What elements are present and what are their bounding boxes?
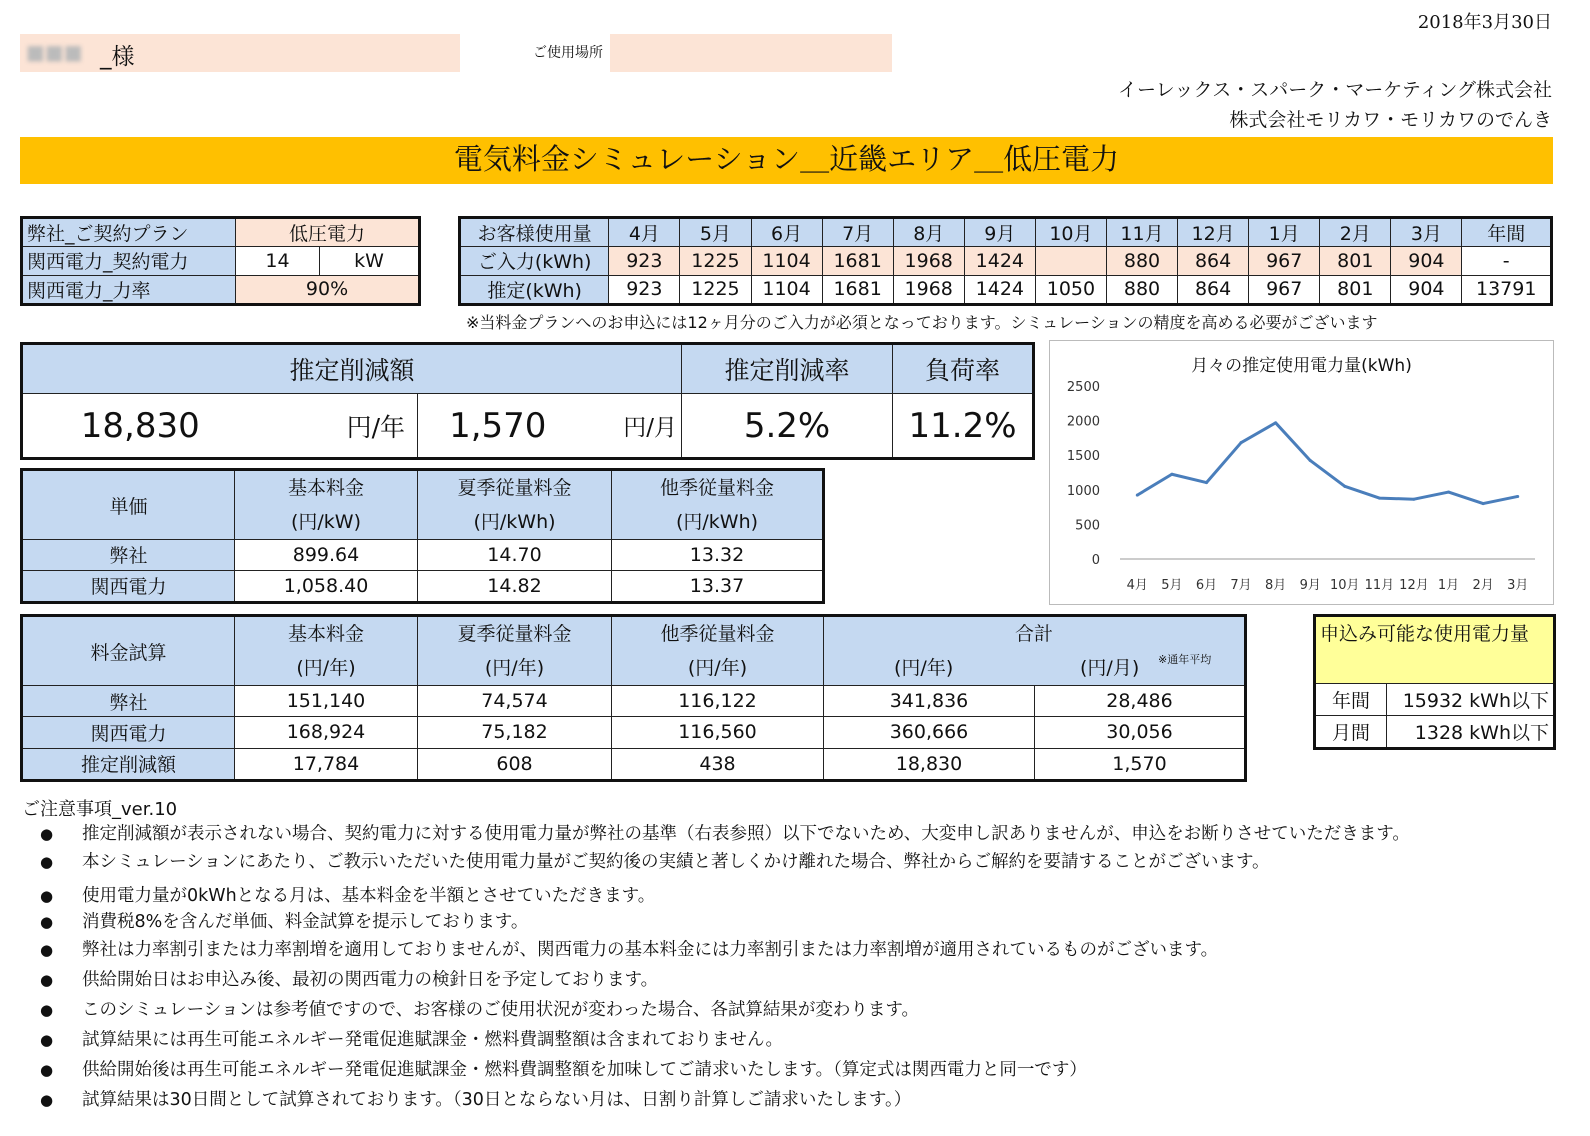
usage-limit-table (1313, 614, 1556, 750)
bullet-icon: ● (40, 1001, 54, 1019)
unit-price-other: 13.37 (612, 570, 824, 602)
calc-basic: 168,924 (235, 717, 418, 748)
monthly-savings-unit: 円/月 (578, 394, 682, 459)
note-text: 試算結果には再生可能エネルギー発電促進賦課金・燃料費調整額は含まれておりません。 (82, 1030, 784, 1050)
data-point (1274, 421, 1277, 424)
contract-power-label: 関西電力_契約電力 (22, 247, 236, 275)
bullet-icon: ● (40, 941, 54, 959)
usage-input-cell[interactable]: 1968 (893, 247, 964, 275)
company-line-2: 株式会社モリカワ・モリカワのでんき (1229, 109, 1552, 131)
y-tick-label: 0 (1091, 553, 1100, 568)
calc-summer-title: 夏季従量料金 (457, 623, 572, 645)
usage-chart (1049, 340, 1554, 605)
usage-estimate-cell: 1681 (822, 275, 893, 304)
usage-estimate-cell: 967 (1249, 275, 1320, 304)
usage-estimate-cell: 13791 (1462, 275, 1552, 304)
summary-header-load: 負荷率 (893, 344, 1034, 394)
usage-estimate-cell: 1225 (680, 275, 751, 304)
fee-calc-label: 料金試算 (22, 616, 235, 686)
usage-note: ※当料金プランへのお申込には12ヶ月分のご入力が必須となっております。シミュレーションの精度を高める必要がございます (466, 313, 1378, 332)
calc-total-month-unit: (円/月) (1080, 657, 1140, 679)
bullet-icon: ● (40, 825, 54, 843)
data-point (1378, 497, 1381, 500)
calc-total-header (824, 616, 1246, 686)
unit-price-table (20, 468, 825, 604)
x-tick-label: 10月 (1330, 578, 1360, 593)
contract-power-unit: kW (320, 247, 420, 275)
usage-month-header: 年間 (1462, 218, 1552, 247)
note-item (40, 1086, 911, 1111)
bullet-icon: ● (40, 1031, 54, 1049)
y-tick-label: 1500 (1066, 449, 1100, 465)
calc-total-month: 1,570 (1035, 748, 1246, 780)
calc-other-header (612, 616, 824, 686)
usage-month-header: 12月 (1178, 218, 1249, 247)
calc-other: 438 (612, 748, 824, 780)
note-text: 供給開始日はお申込み後、最初の関西電力の検針日を予定しております。 (82, 970, 659, 990)
usage-estimate-cell: 880 (1106, 275, 1177, 304)
annual-savings-value: 18,830 (22, 394, 258, 459)
calc-total-month: 28,486 (1035, 686, 1246, 717)
y-tick-label: 2500 (1066, 380, 1100, 395)
calc-basic-unit: (円/年) (296, 657, 356, 679)
usage-limit-month-label: 月間 (1315, 715, 1387, 748)
calc-basic: 17,784 (235, 748, 418, 780)
x-tick-label: 4月 (1126, 578, 1148, 593)
usage-estimate-cell: 1968 (893, 275, 964, 304)
usage-month-header: 4月 (609, 218, 680, 247)
x-tick-label: 11月 (1364, 578, 1395, 593)
monthly-savings-value: 1,570 (418, 394, 578, 459)
calc-other-title: 他季従量料金 (660, 623, 775, 645)
calc-basic-header (235, 616, 418, 686)
data-point (1136, 494, 1139, 497)
customer-name-blurred: ■■■ (26, 40, 83, 64)
usage-header-row (460, 218, 1552, 247)
summary-header-rate: 推定削減率 (682, 344, 893, 394)
calc-basic: 151,140 (235, 686, 418, 717)
bullet-icon: ● (40, 913, 54, 931)
usage-month-header: 2月 (1320, 218, 1391, 247)
usage-estimate-cell: 1050 (1035, 275, 1106, 304)
usage-month-header: 3月 (1391, 218, 1462, 247)
customer-name-suffix: _様 (100, 44, 135, 70)
note-text: 試算結果は30日間として試算されております。（30日とならない月は、日割り計算しご請求いたします。） (82, 1090, 912, 1110)
x-tick-label: 7月 (1230, 578, 1252, 593)
document-date: 2018年3月30日 (1417, 12, 1552, 33)
usage-input-cell[interactable]: 1104 (751, 247, 822, 275)
data-point (1447, 491, 1450, 494)
power-factor-value: 90% (236, 275, 420, 304)
unit-price-basic: 899.64 (235, 540, 418, 571)
usage-estimate-cell: 864 (1178, 275, 1249, 304)
usage-input-cell[interactable]: 880 (1106, 247, 1177, 275)
note-text: このシミュレーションは参考値ですので、お客様のご使用状況が変わった場合、各試算結果が変わります。 (82, 1000, 920, 1020)
calc-other: 116,122 (612, 686, 824, 717)
usage-limit-month-value: 1328 kWh以下 (1387, 715, 1555, 748)
usage-limit-title: 申込み可能な使用電力量 (1315, 616, 1555, 684)
usage-header-label: お客様使用量 (460, 218, 609, 247)
annual-savings-unit: 円/年 (258, 394, 418, 459)
unit-price-other-title: 他季従量料金 (659, 477, 774, 499)
table-row (22, 540, 824, 571)
summary-table (20, 342, 1035, 460)
x-tick-label: 6月 (1195, 578, 1218, 593)
x-tick-label: 5月 (1161, 578, 1183, 593)
calc-total-year: 341,836 (824, 686, 1035, 717)
usage-month-header: 5月 (680, 218, 751, 247)
calc-total-year: 18,830 (824, 748, 1035, 780)
bullet-icon: ● (40, 971, 54, 989)
data-point (1205, 481, 1208, 484)
unit-price-row-name: 弊社 (22, 540, 235, 571)
unit-price-label: 単価 (22, 470, 235, 540)
unit-price-summer-header (418, 470, 612, 540)
usage-input-cell[interactable]: 967 (1249, 247, 1320, 275)
calc-other-unit: (円/年) (687, 657, 748, 679)
usage-estimate-row (460, 275, 1552, 304)
load-factor-value: 11.2% (893, 394, 1034, 459)
x-tick-label: 3月 (1507, 578, 1529, 593)
usage-estimate-cell: 801 (1320, 275, 1391, 304)
unit-price-basic-header (235, 470, 418, 540)
note-text: 供給開始後は再生可能エネルギー発電促進賦課金・燃料費調整額を加味してご請求いたします。（算定式は関西電力と同一です） (82, 1060, 1087, 1080)
calc-row-name: 弊社 (22, 686, 235, 717)
usage-month-header: 7月 (822, 218, 893, 247)
unit-price-other-unit: (円/kWh) (675, 511, 759, 533)
bullet-icon: ● (40, 853, 54, 871)
table-row (22, 686, 1246, 717)
unit-price-other-header (612, 470, 824, 540)
usage-input-cell[interactable]: 801 (1320, 247, 1391, 275)
unit-price-other: 13.32 (612, 540, 824, 571)
location-label: ご使用場所 (533, 45, 603, 61)
data-point (1170, 473, 1173, 476)
usage-estimate-cell: 923 (609, 275, 680, 304)
note-item (40, 848, 1270, 873)
usage-estimate-cell: 1424 (964, 275, 1035, 304)
calc-summer: 74,574 (418, 686, 612, 717)
company-line-1: イーレックス・スパーク・マーケティング株式会社 (1118, 79, 1552, 101)
location-field (610, 34, 892, 72)
customer-name-box (20, 34, 460, 72)
title-banner (20, 137, 1553, 184)
bullet-icon: ● (40, 1091, 54, 1109)
plan-table (20, 216, 421, 306)
calc-total-month: 30,056 (1035, 717, 1246, 748)
calc-total-title: 合計 (1014, 623, 1053, 645)
calc-other: 116,560 (612, 717, 824, 748)
calc-row-name: 関西電力 (22, 717, 235, 748)
x-tick-label: 2月 (1472, 578, 1494, 593)
note-item (40, 1056, 1087, 1081)
usage-input-cell[interactable]: 1681 (822, 247, 893, 275)
usage-input-cell[interactable]: 1225 (680, 247, 751, 275)
y-tick-label: 1000 (1066, 483, 1100, 499)
bullet-icon: ● (40, 1061, 54, 1079)
usage-input-row (460, 247, 1552, 275)
usage-month-header: 9月 (964, 218, 1035, 247)
data-point (1516, 495, 1519, 498)
usage-month-header: 1月 (1249, 218, 1320, 247)
data-point (1412, 498, 1415, 501)
unit-price-basic: 1,058.40 (235, 570, 418, 602)
unit-price-basic-title: 基本料金 (287, 477, 364, 499)
unit-price-summer: 14.70 (418, 540, 612, 571)
usage-limit-year-value: 15932 kWh以下 (1387, 684, 1555, 716)
table-row (22, 748, 1246, 780)
usage-limit-year-label: 年間 (1315, 684, 1387, 716)
fee-calc-table (20, 614, 1247, 782)
page-title: 電気料金シミュレーション＿近畿エリア＿低圧電力 (453, 142, 1120, 176)
calc-total-year: 360,666 (824, 717, 1035, 748)
usage-month-header: 8月 (893, 218, 964, 247)
calc-summer: 75,182 (418, 717, 612, 748)
usage-month-header: 10月 (1035, 218, 1106, 247)
calc-row-name: 推定削減額 (22, 748, 235, 780)
note-item (40, 908, 528, 933)
note-text: 消費税8%を含んだ単価、料金試算を提示しております。 (82, 912, 529, 932)
plan-value: 低圧電力 (236, 218, 420, 247)
note-text: 弊社は力率割引または力率割増を適用しておりませんが、関西電力の基本料金には力率割引または力率割増が適用されているものがございます。 (82, 940, 1219, 960)
y-tick-label: 2000 (1066, 414, 1100, 430)
usage-estimate-cell: 904 (1391, 275, 1462, 304)
data-point (1343, 485, 1346, 488)
calc-total-year-unit: (円/年) (894, 657, 954, 679)
calc-summer: 608 (418, 748, 612, 780)
note-item (40, 936, 1218, 961)
note-item (40, 882, 655, 907)
x-tick-label: 1月 (1437, 578, 1460, 593)
plan-label: 弊社_ご契約プラン (22, 218, 236, 247)
usage-input-cell[interactable]: 923 (609, 247, 680, 275)
data-point (1482, 502, 1485, 505)
unit-price-summer: 14.82 (418, 570, 612, 602)
data-point (1240, 441, 1243, 444)
usage-input-cell[interactable]: 1424 (964, 247, 1035, 275)
note-item (40, 820, 1410, 845)
calc-average-note: ※通年平均 (1158, 653, 1212, 666)
calc-summer-header (418, 616, 612, 686)
usage-input-label: ご入力(kWh) (460, 247, 609, 275)
x-tick-label: 8月 (1264, 578, 1287, 593)
notes-title: ご注意事項_ver.10 (22, 799, 178, 820)
data-point (1309, 459, 1312, 462)
usage-input-cell[interactable]: 864 (1178, 247, 1249, 275)
usage-input-cell: - (1462, 247, 1552, 275)
unit-price-row-name: 関西電力 (22, 570, 235, 602)
note-text: 使用電力量が0kWhとなる月は、基本料金を半額とさせていただきます。 (82, 886, 656, 906)
usage-estimate-label: 推定(kWh) (460, 275, 609, 304)
unit-price-basic-unit: (円/kW) (290, 511, 362, 533)
y-tick-label: 500 (1075, 518, 1100, 534)
note-item (40, 996, 919, 1021)
usage-input-cell[interactable] (1035, 247, 1106, 275)
table-row (22, 717, 1246, 748)
bullet-icon: ● (40, 887, 54, 905)
usage-input-cell[interactable]: 904 (1391, 247, 1462, 275)
usage-month-header: 6月 (751, 218, 822, 247)
chart-plot (1050, 341, 1553, 604)
series-line (1137, 423, 1517, 504)
power-factor-label: 関西電力_力率 (22, 275, 236, 304)
table-row (22, 570, 824, 602)
contract-power-value: 14 (236, 247, 320, 275)
usage-month-header: 11月 (1106, 218, 1177, 247)
note-item (40, 966, 658, 991)
usage-estimate-cell: 1104 (751, 275, 822, 304)
summary-header-savings: 推定削減額 (22, 344, 682, 394)
note-text: 推定削減額が表示されない場合、契約電力に対する使用電力量が弊社の基準（右表参照）以下でないため、大変申し訳ありませんが、申込をお断りさせていただきます。 (82, 824, 1410, 844)
note-item (40, 1026, 783, 1051)
savings-rate-value: 5.2% (682, 394, 893, 459)
calc-summer-unit: (円/年) (484, 657, 545, 679)
calc-basic-title: 基本料金 (287, 623, 364, 645)
chart-title: 月々の推定使用電力量(kWh) (1191, 356, 1412, 376)
x-tick-label: 12月 (1399, 578, 1429, 593)
note-text: 本シミュレーションにあたり、ご教示いただいた使用電力量がご契約後の実績と著しくかけ離れた場合、弊社からご解約を要請することがございます。 (82, 852, 1270, 872)
unit-price-summer-unit: (円/kWh) (473, 511, 556, 533)
unit-price-summer-title: 夏季従量料金 (457, 477, 572, 499)
x-tick-label: 9月 (1299, 578, 1321, 593)
usage-table (458, 216, 1553, 306)
